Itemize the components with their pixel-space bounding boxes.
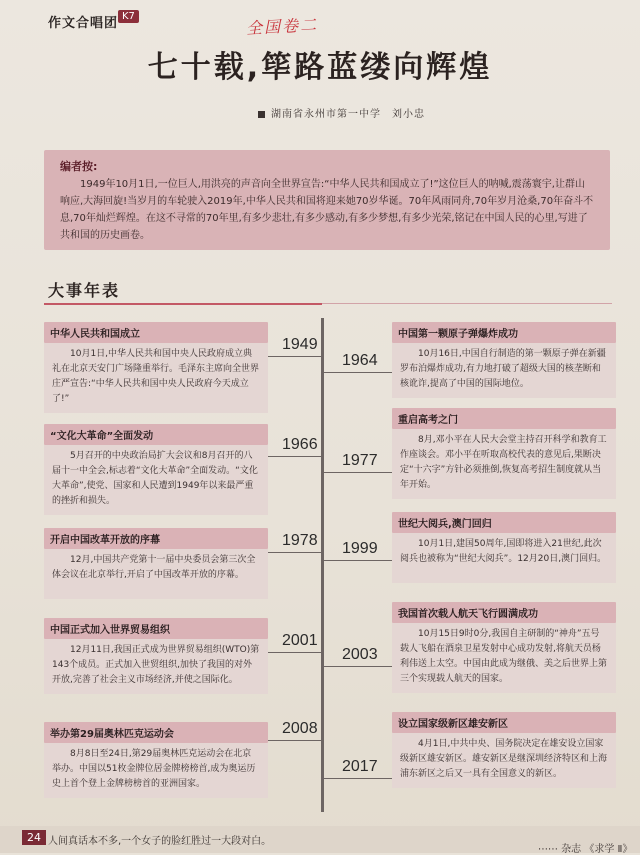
year-connector <box>268 456 321 457</box>
year-connector <box>324 472 392 473</box>
event-body: 5月召开的中央政治局扩大会议和8月召开的八届十一中全会,标志着“文化大革命”全面发动。“文化大革命”,使党、国家和人民遭到1949年以来最严重的挫折和损失。 <box>44 445 268 515</box>
event-right-1964 <box>392 322 616 398</box>
event-title: 重启高考之门 <box>392 408 616 429</box>
event-body: 12月11日,我国正式成为世界贸易组织(WTO)第143个成员。正式加入世贸组织,加快了我国的对外开放,完善了社会主义市场经济,并使之国际化。 <box>44 639 268 694</box>
event-body: 8月,邓小平在人民大会堂主持召开科学和教育工作座谈会。邓小平在听取高校代表的意见后,果断决定“十六字”方针必须推倒,恢复高考招生制度就从当年开始。 <box>392 429 616 499</box>
event-title: 我国首次载人航天飞行圆满成功 <box>392 602 616 623</box>
event-body: 12月,中国共产党第十一届中央委员会第三次全体会议在北京举行,开启了中国改革开放的序幕。 <box>44 549 268 599</box>
event-body: 8月8日至24日,第29届奥林匹克运动会在北京举办。中国以51枚金牌位居金牌榜榜首,成为奥运历史上首个登上金牌榜榜首的亚洲国家。 <box>44 743 268 798</box>
year-connector <box>268 740 321 741</box>
heading-rule <box>44 303 322 305</box>
event-title: 中国正式加入世界贸易组织 <box>44 618 268 639</box>
timeline-heading: 大事年表 <box>48 281 121 300</box>
header-bar <box>0 0 640 38</box>
event-title: 设立国家级新区雄安新区 <box>392 712 616 733</box>
year-connector <box>324 372 392 373</box>
event-left-2001 <box>44 618 268 694</box>
event-left-2008 <box>44 722 268 798</box>
event-title: “文化大革命”全面发动 <box>44 424 268 445</box>
event-body: 4月1日,中共中央、国务院决定在雄安设立国家级新区雄安新区。雄安新区是继深圳经济特区和上海浦东新区之后又一具有全国意义的新区。 <box>392 733 616 788</box>
handwritten-note: 全国卷二 <box>245 15 319 38</box>
editor-note-text: 1949年10月1日,一位巨人,用洪亮的声音向全世界宣告:“中华人民共和国成立了!”这位巨人的呐喊,震荡寰宇,让群山响应,大海回旋!当岁月的车轮驶入2019年,中华人民共和国将迎来她70岁华诞。70年风雨同舟,70年岁月沧桑,70年奋斗不息,70年灿烂辉煌。在这不寻常的70年里,有多少悲壮,有多少感动,有多少梦想,有多少光荣,铭记在中国人民的心里,写进了共和国的历史画卷。 <box>60 179 594 241</box>
article-title: 七十载,筚路蓝缕向辉煌 <box>147 50 493 85</box>
event-body: 10月1日,中华人民共和国中央人民政府成立典礼在北京天安门广场隆重举行。毛泽东主席向全世界庄严宣告:“中华人民共和国中央人民政府今天成立了!” <box>44 343 268 413</box>
page-number: 24 <box>22 830 46 845</box>
event-body: 10月16日,中国自行制造的第一颗原子弹在新疆罗布泊爆炸成功,有力地打破了超级大国的核垄断和核讹诈,提高了中国的国际地位。 <box>392 343 616 398</box>
event-right-2003 <box>392 602 616 693</box>
year-connector <box>268 552 321 553</box>
year-label: 1977 <box>342 452 378 469</box>
year-connector <box>324 778 392 779</box>
footer-brand: ⋯⋯ 杂志 《求学 Ⅱ》 <box>538 844 633 855</box>
issue-tag: K7 <box>118 10 139 23</box>
event-title: 中华人民共和国成立 <box>44 322 268 343</box>
timeline-axis <box>321 318 324 812</box>
event-left-1966 <box>44 424 268 515</box>
year-label: 1978 <box>282 532 318 549</box>
year-label: 1999 <box>342 540 378 557</box>
event-right-1977 <box>392 408 616 499</box>
year-label: 2008 <box>282 720 318 737</box>
editor-note-label: 编者按: <box>60 160 98 173</box>
event-title: 中国第一颗原子弹爆炸成功 <box>392 322 616 343</box>
year-label: 2017 <box>342 758 378 775</box>
heading-rule-thin <box>322 303 612 304</box>
event-body: 10月15日9时0分,我国自主研制的“神舟”五号载人飞船在酒泉卫星发射中心成功发射,将航天员杨利伟送上太空。中国由此成为继俄、美之后世界上第三个实现载人航天的国家。 <box>392 623 616 693</box>
year-label: 1949 <box>282 336 318 353</box>
column-name: 作文合唱团 <box>48 16 119 31</box>
year-connector <box>324 666 392 667</box>
author-text: 湖南省永州市第一中学 刘小忠 <box>271 109 425 120</box>
year-connector <box>324 560 392 561</box>
event-title: 开启中国改革开放的序幕 <box>44 528 268 549</box>
event-right-1999 <box>392 512 616 583</box>
square-bullet-icon <box>258 111 265 118</box>
editor-note <box>44 150 610 250</box>
event-left-1978 <box>44 528 268 599</box>
year-connector <box>268 356 321 357</box>
event-title: 世纪大阅兵,澳门回归 <box>392 512 616 533</box>
author-line <box>258 105 425 120</box>
event-body: 10月1日,建国50周年,国即将进入21世纪,此次阅兵也被称为“世纪大阅兵”。12月20日,澳门回归。 <box>392 533 616 583</box>
year-label: 1964 <box>342 352 378 369</box>
footer-quote: 人间真话本不多,一个女子的脸红胜过一大段对白。 <box>48 836 272 847</box>
year-label: 2001 <box>282 632 318 649</box>
year-label: 1966 <box>282 436 318 453</box>
event-left-1949 <box>44 322 268 413</box>
year-connector <box>268 652 321 653</box>
year-label: 2003 <box>342 646 378 663</box>
event-title: 举办第29届奥林匹克运动会 <box>44 722 268 743</box>
event-right-2017 <box>392 712 616 788</box>
